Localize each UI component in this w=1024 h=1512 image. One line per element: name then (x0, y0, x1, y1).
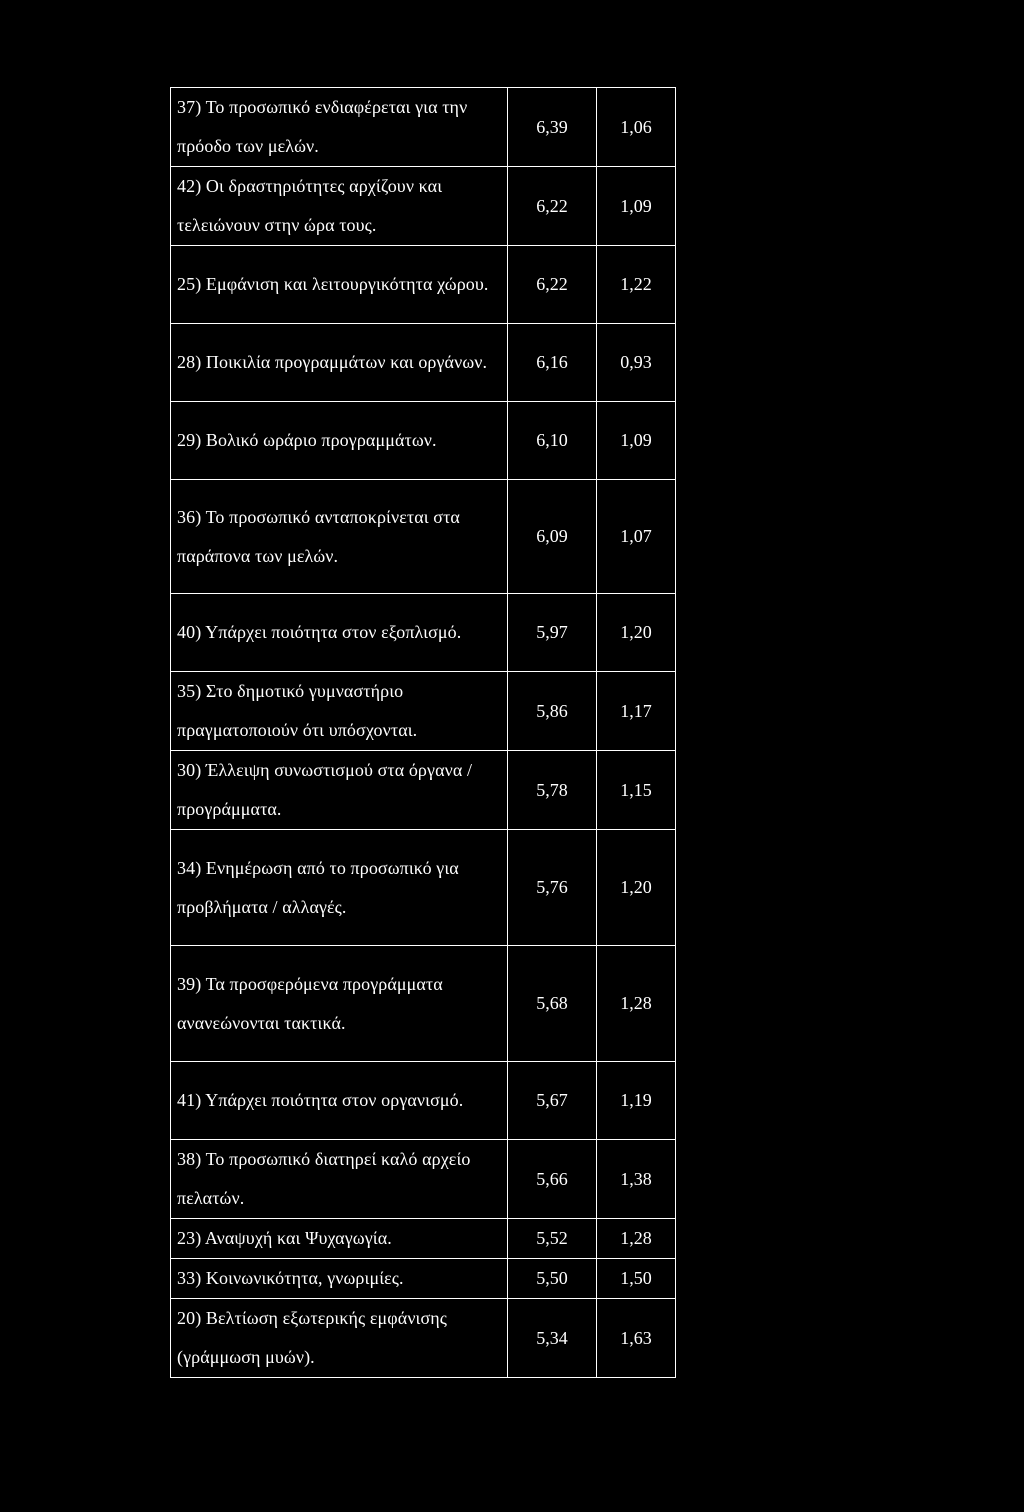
table-row (171, 480, 676, 594)
item-sd: 1,28 (597, 946, 676, 1062)
item-mean: 6,22 (508, 167, 597, 246)
table-row (171, 1259, 676, 1299)
item-mean: 5,68 (508, 946, 597, 1062)
item-sd: 1,20 (597, 830, 676, 946)
item-label: 28) Ποικιλία προγραμμάτων και οργάνων. (171, 324, 508, 402)
item-sd: 1,38 (597, 1140, 676, 1219)
item-mean: 6,39 (508, 88, 597, 167)
item-sd: 1,09 (597, 402, 676, 480)
item-sd: 1,15 (597, 751, 676, 830)
statistics-table-body (171, 88, 676, 1378)
item-mean: 5,52 (508, 1219, 597, 1259)
table-row (171, 830, 676, 946)
item-sd: 1,06 (597, 88, 676, 167)
table-row (171, 1299, 676, 1378)
item-sd: 1,17 (597, 672, 676, 751)
item-mean: 6,16 (508, 324, 597, 402)
item-mean: 5,34 (508, 1299, 597, 1378)
item-mean: 5,78 (508, 751, 597, 830)
item-label: 38) Το προσωπικό διατηρεί καλό αρχείο πελατών. (171, 1140, 508, 1219)
table-row (171, 324, 676, 402)
table-row (171, 946, 676, 1062)
item-label: 36) Το προσωπικό ανταποκρίνεται στα παράπονα των μελών. (171, 480, 508, 594)
item-label: 40) Υπάρχει ποιότητα στον εξοπλισμό. (171, 594, 508, 672)
table-row (171, 672, 676, 751)
item-label: 30) Έλλειψη συνωστισμού στα όργανα / προγράμματα. (171, 751, 508, 830)
item-mean: 5,67 (508, 1062, 597, 1140)
statistics-table (170, 87, 676, 1378)
item-label: 41) Υπάρχει ποιότητα στον οργανισμό. (171, 1062, 508, 1140)
item-label: 39) Τα προσφερόμενα προγράμματα ανανεώνονται τακτικά. (171, 946, 508, 1062)
item-label: 35) Στο δημοτικό γυμναστήριο πραγματοποιούν ότι υπόσχονται. (171, 672, 508, 751)
item-mean: 6,10 (508, 402, 597, 480)
item-mean: 5,50 (508, 1259, 597, 1299)
item-label: 23) Αναψυχή και Ψυχαγωγία. (171, 1219, 508, 1259)
item-mean: 5,66 (508, 1140, 597, 1219)
table-row (171, 751, 676, 830)
table-row (171, 1140, 676, 1219)
item-label: 37) Το προσωπικό ενδιαφέρεται για την πρόοδο των μελών. (171, 88, 508, 167)
table-row (171, 1062, 676, 1140)
item-mean: 5,86 (508, 672, 597, 751)
table-row (171, 167, 676, 246)
item-label: 33) Κοινωνικότητα, γνωριμίες. (171, 1259, 508, 1299)
table-row (171, 88, 676, 167)
table-row (171, 246, 676, 324)
item-label: 42) Οι δραστηριότητες αρχίζουν και τελειώνουν στην ώρα τους. (171, 167, 508, 246)
item-mean: 5,76 (508, 830, 597, 946)
item-mean: 6,09 (508, 480, 597, 594)
item-sd: 1,19 (597, 1062, 676, 1140)
item-label: 29) Βολικό ωράριο προγραμμάτων. (171, 402, 508, 480)
item-label: 34) Ενημέρωση από το προσωπικό για προβλήματα / αλλαγές. (171, 830, 508, 946)
item-sd: 1,22 (597, 246, 676, 324)
item-mean: 6,22 (508, 246, 597, 324)
item-sd: 1,50 (597, 1259, 676, 1299)
table-row (171, 594, 676, 672)
item-mean: 5,97 (508, 594, 597, 672)
item-sd: 1,20 (597, 594, 676, 672)
item-label: 25) Εμφάνιση και λειτουργικότητα χώρου. (171, 246, 508, 324)
item-sd: 1,28 (597, 1219, 676, 1259)
item-sd: 1,07 (597, 480, 676, 594)
item-sd: 1,09 (597, 167, 676, 246)
item-sd: 0,93 (597, 324, 676, 402)
table-row (171, 402, 676, 480)
table-row (171, 1219, 676, 1259)
item-label: 20) Βελτίωση εξωτερικής εμφάνισης (γράμμωση μυών). (171, 1299, 508, 1378)
item-sd: 1,63 (597, 1299, 676, 1378)
